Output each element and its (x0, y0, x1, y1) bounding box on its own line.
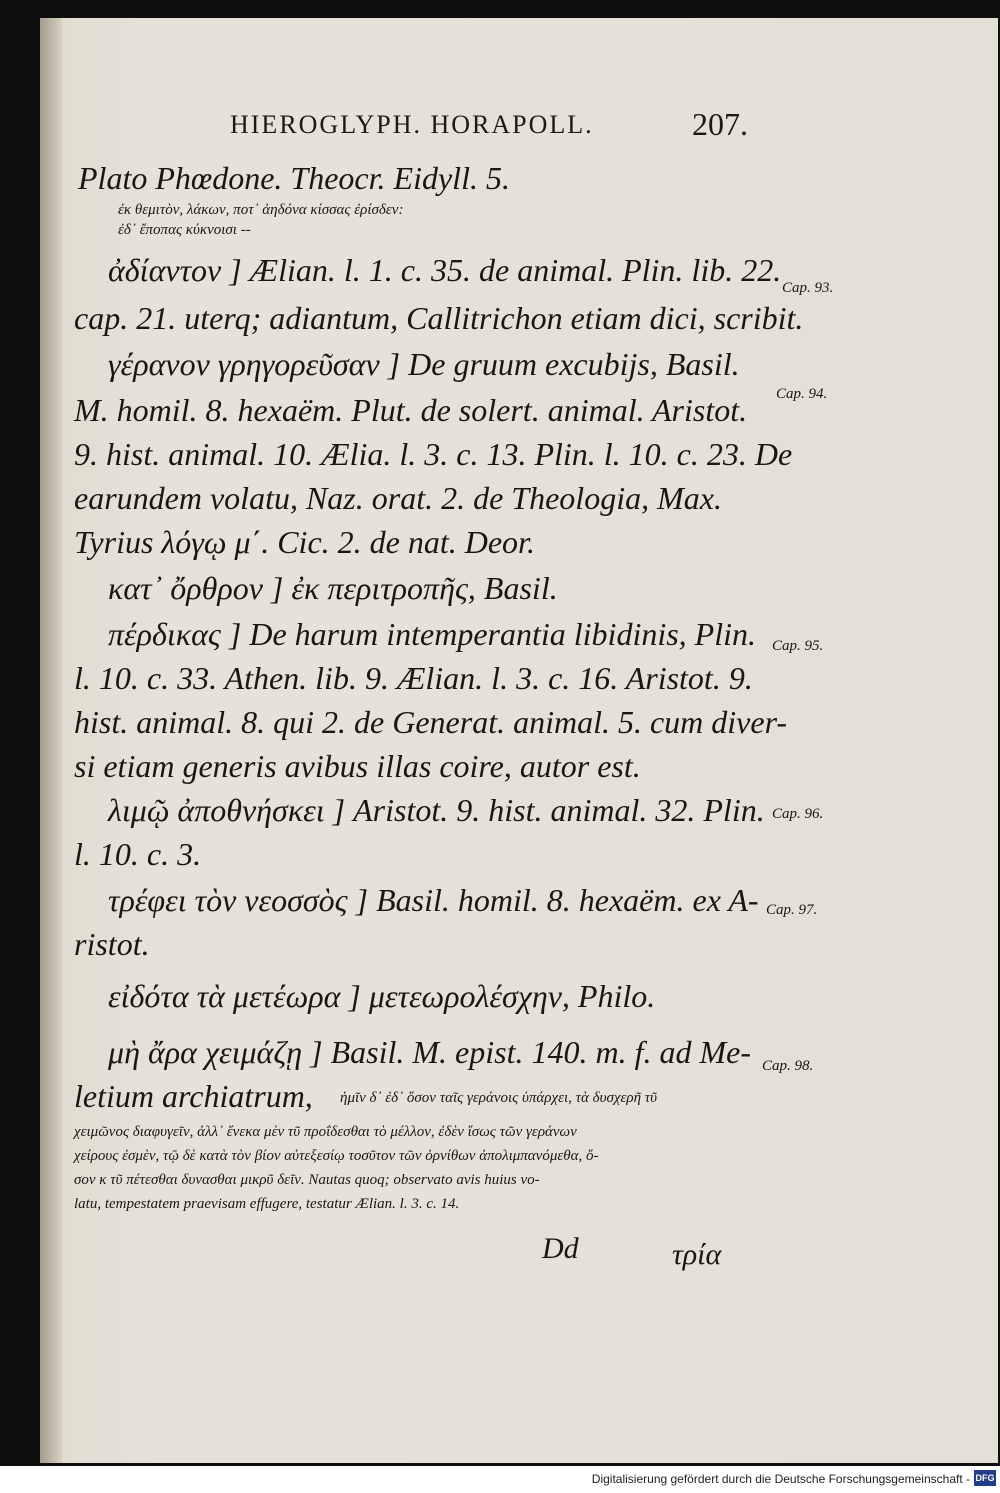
text-line: πέρδικας ] De harum intemperantia libidinis, Plin. (108, 616, 756, 652)
text-line: cap. 21. uterq; adiantum, Callitrichon etiam dici, scribit. (74, 300, 804, 336)
signature-mark: Dd (542, 1232, 579, 1265)
footer-bar (0, 1466, 1000, 1493)
running-title: HIEROGLYPH. HORAPOLL. (230, 110, 594, 139)
text-line: γέρανον γρηγορεῦσαν ] De gruum excubijs, Basil. (108, 346, 740, 382)
text-line: λιμῷ ἀποθνήσκει ] Aristot. 9. hist. animal. 32. Plin. (108, 792, 765, 828)
text-line: εἰδότα τὰ μετέωρα ] μετεωρολέσχην, Philo. (108, 978, 656, 1014)
text-line: ristot. (74, 926, 150, 962)
text-line: ἀδίαντον ] Ælian. l. 1. c. 35. de animal. Plin. lib. 22. (108, 252, 782, 288)
margin-note: Cap. 98. (762, 1058, 814, 1074)
margin-note: Cap. 93. (782, 280, 834, 296)
text-line: 9. hist. animal. 10. Ælia. l. 3. c. 13. Plin. l. 10. c. 23. De (74, 436, 793, 472)
text-line: τρέφει τὸν νεοσσὸς ] Basil. homil. 8. hexaëm. ex A- (108, 882, 759, 918)
page-number: 207. (692, 106, 748, 142)
text-line: M. homil. 8. hexaëm. Plut. de solert. animal. Aristot. (74, 392, 748, 428)
text-line: Tyrius λόγῳ μ΄. Cic. 2. de nat. Deor. (74, 524, 535, 560)
text-line: latu, tempestatem praevisam effugere, testatur Ælian. l. 3. c. 14. (74, 1196, 460, 1212)
text-line: earundem volatu, Naz. orat. 2. de Theologia, Max. (74, 480, 722, 516)
text-line: l. 10. c. 3. (74, 836, 202, 872)
dfg-logo-icon: DFG (974, 1470, 996, 1486)
text-line: l. 10. c. 33. Athen. lib. 9. Ælian. l. 3. c. 16. Aristot. 9. (74, 660, 753, 696)
text-line: ἐκ θεμιτὸν, λάκων, ποτ᾽ ἀηδόνα κίσσας ἐρίσδεν: (118, 202, 404, 218)
text-line: μὴ ἄρα χειμάζῃ ] Basil. M. epist. 140. m. f. ad Me- (108, 1034, 751, 1070)
text-line: χείρους ἐσμὲν, τῷ δὲ κατὰ τὸν βίον αὐτεξεσίῳ τοσῦτον τῶν ὀρνίθων ἀπολιμπανόμεθα, ὅ- (74, 1148, 599, 1164)
text-line: letium archiatrum, (74, 1078, 313, 1114)
text-line: hist. animal. 8. qui 2. de Generat. animal. 5. cum diver- (74, 704, 788, 740)
text-line: σον κ τῦ πέτεσθαι δυνασθαι μικρῦ δεῖν. Nautas quoq; observato avis huius vo- (74, 1172, 540, 1188)
margin-note: Cap. 96. (772, 806, 824, 822)
text-line: κατ᾽ ὄρθρον ] ἐκ περιτροπῆς, Basil. (108, 570, 558, 606)
text-line: χειμῶνος διαφυγεῖν, ἀλλ᾽ ἕνεκα μὲν τῦ προΐδεσθαι τὸ μέλλον, ἐδὲν ἴσως τῶν γεράνων (74, 1124, 577, 1140)
page-gutter (40, 18, 62, 1463)
margin-note: Cap. 97. (766, 902, 818, 918)
text-line: ἐδ᾽ ἔποπας κύκνοισι -- (118, 222, 251, 238)
margin-note: Cap. 94. (776, 386, 828, 402)
catchword: τρία (672, 1238, 722, 1271)
margin-note: Cap. 95. (772, 638, 824, 654)
text-line: ἡμῖν δ᾽ ἐδ᾽ ὅσον ταῖς γεράνοις ὑπάρχει, τὰ δυσχερῆ τῦ (340, 1090, 658, 1106)
text-line: si etiam generis avibus illas coire, autor est. (74, 748, 641, 784)
footer-credit: Digitalisierung gefördert durch die Deutsche Forschungsgemeinschaft - (591, 1472, 970, 1486)
text-line: Plato Phœdone. Theocr. Eidyll. 5. (78, 160, 510, 196)
book-page (40, 18, 998, 1463)
